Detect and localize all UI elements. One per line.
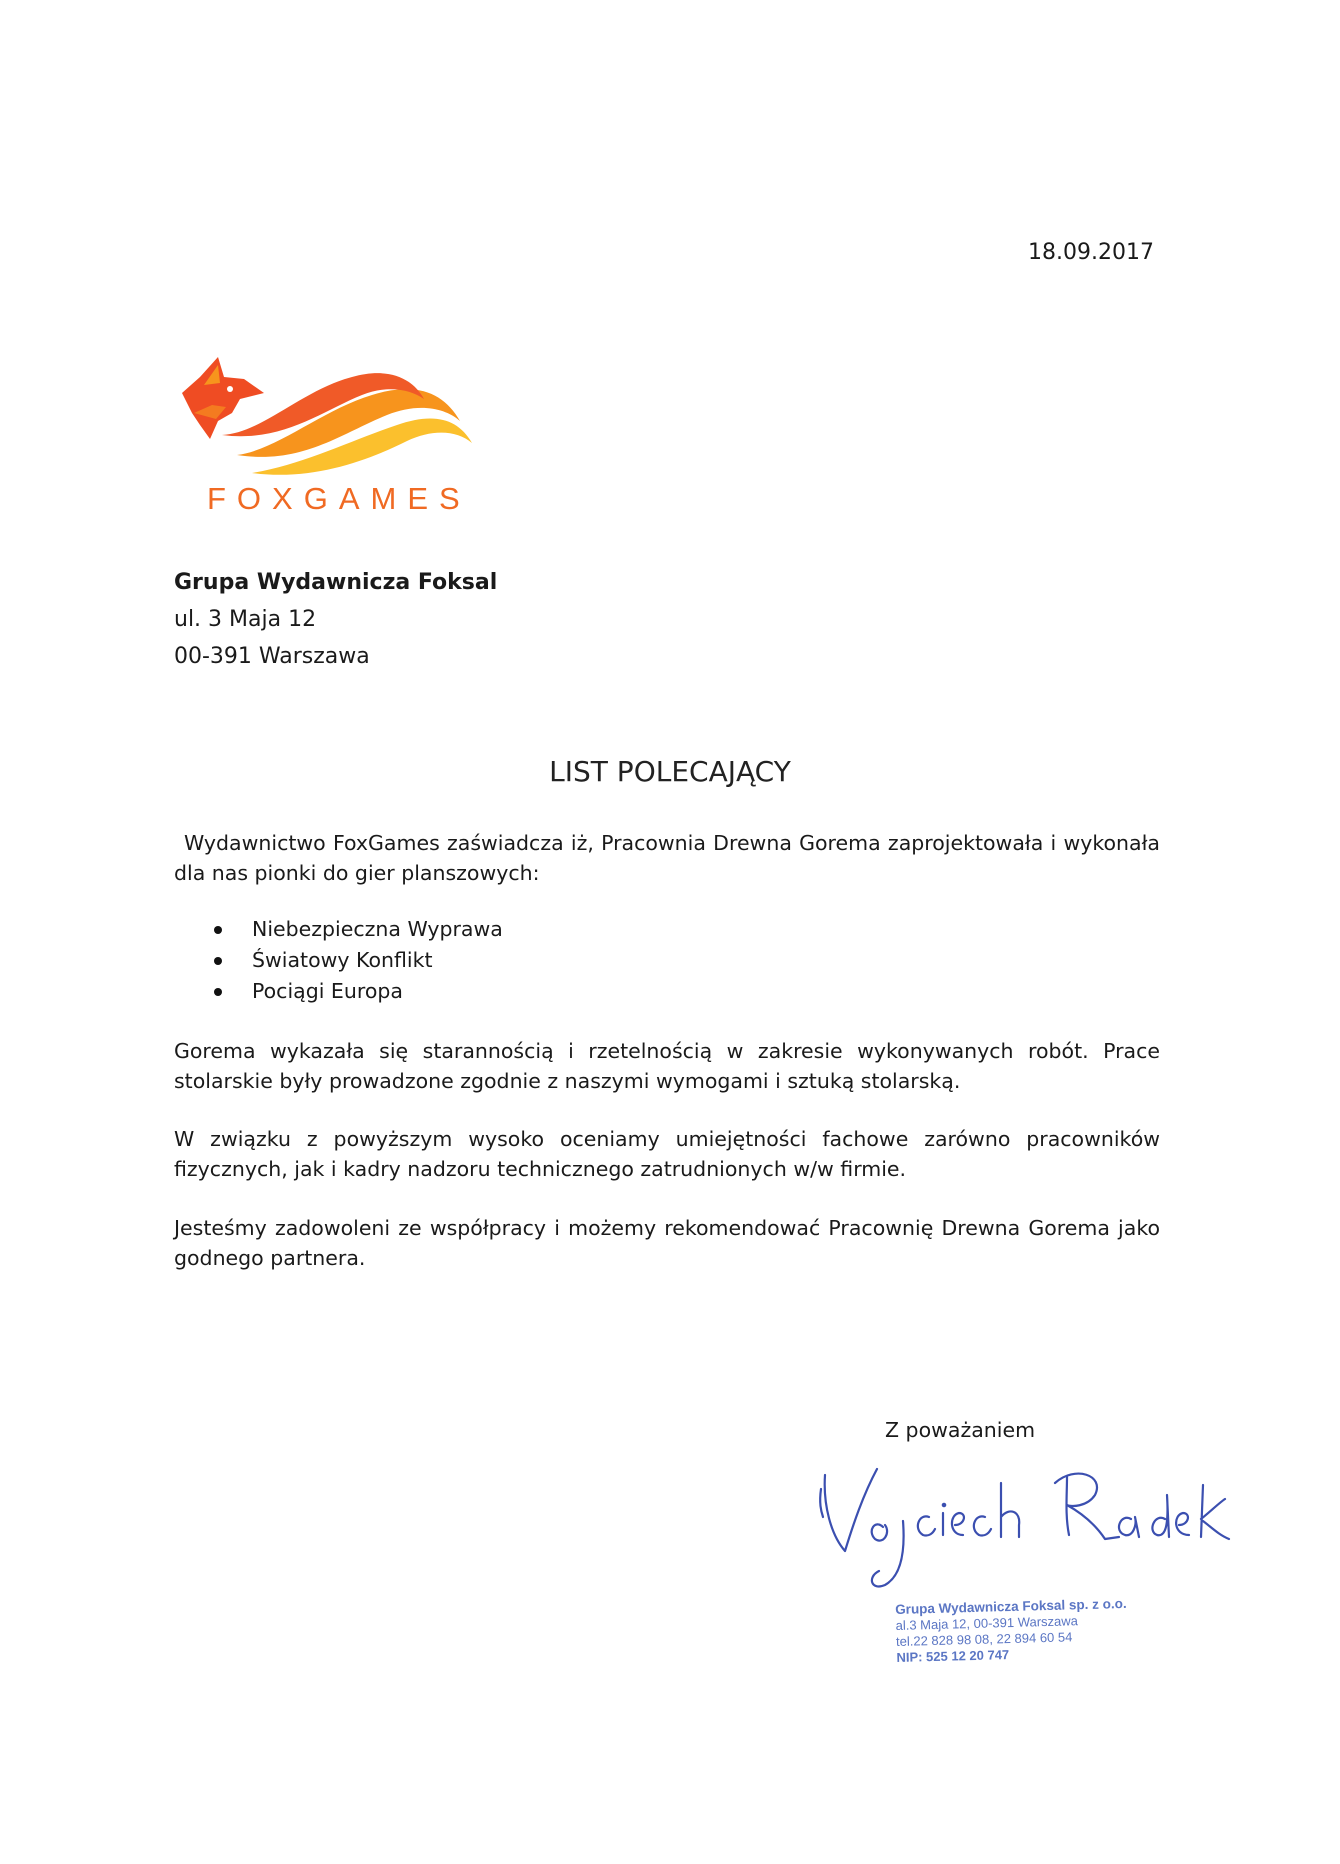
recipient-city: 00-391 Warszawa bbox=[174, 644, 370, 669]
bullet-icon bbox=[214, 957, 222, 965]
recipient-name: Grupa Wydawnicza Foksal bbox=[174, 570, 498, 595]
handwritten-signature bbox=[805, 1455, 1245, 1605]
stamp-phone: tel.22 828 98 08, 22 894 60 54 bbox=[895, 1629, 1073, 1649]
letter-title: LIST POLECAJĄCY bbox=[549, 755, 791, 788]
paragraph-quality: Gorema wykazała się starannością i rzetelnością w zakresie wykonywanych robót. Prace stolarskie były prowadzone zgodnie z naszymi wymogami i sztuką stolarską. bbox=[174, 1039, 1160, 1093]
bullet-icon bbox=[214, 988, 222, 996]
letter-date: 18.09.2017 bbox=[1028, 240, 1154, 265]
intro-paragraph: Wydawnictwo FoxGames zaświadcza iż, Pracownia Drewna Gorema zaprojektowała i wykonała dla nas pionki do gier planszowych: bbox=[174, 831, 1160, 885]
list-item bbox=[174, 914, 503, 945]
stamp-company-name: Grupa Wydawnicza Foksal sp. z o.o. bbox=[895, 1595, 1127, 1617]
list-item bbox=[174, 976, 503, 1007]
game-title: Niebezpieczna Wyprawa bbox=[252, 917, 503, 941]
closing-salutation: Z poważaniem bbox=[885, 1418, 1036, 1442]
recipient-address bbox=[174, 564, 497, 675]
foxgames-logo bbox=[182, 355, 482, 530]
game-title: Światowy Konflikt bbox=[252, 948, 433, 972]
fox-logo-icon bbox=[182, 355, 482, 485]
games-list bbox=[174, 914, 503, 1007]
paragraph-recommendation: Jesteśmy zadowoleni ze współpracy i możemy rekomendować Pracownię Drewna Gorema jako godnego partnera. bbox=[174, 1216, 1160, 1270]
game-title: Pociągi Europa bbox=[252, 979, 403, 1003]
stamp-nip: NIP: 525 12 20 747 bbox=[896, 1647, 1010, 1665]
stamp-address: al.3 Maja 12, 00-391 Warszawa bbox=[895, 1613, 1079, 1633]
recipient-street: ul. 3 Maja 12 bbox=[174, 607, 317, 632]
list-item bbox=[174, 945, 503, 976]
company-stamp bbox=[895, 1596, 1128, 1666]
bullet-icon bbox=[214, 926, 222, 934]
logo-wordmark: FOXGAMES bbox=[207, 481, 471, 516]
paragraph-assessment: W związku z powyższym wysoko oceniamy umiejętności fachowe zarówno pracowników fizycznych, jak i kadry nadzoru technicznego zatrudnionych w/w firmie. bbox=[174, 1127, 1160, 1181]
